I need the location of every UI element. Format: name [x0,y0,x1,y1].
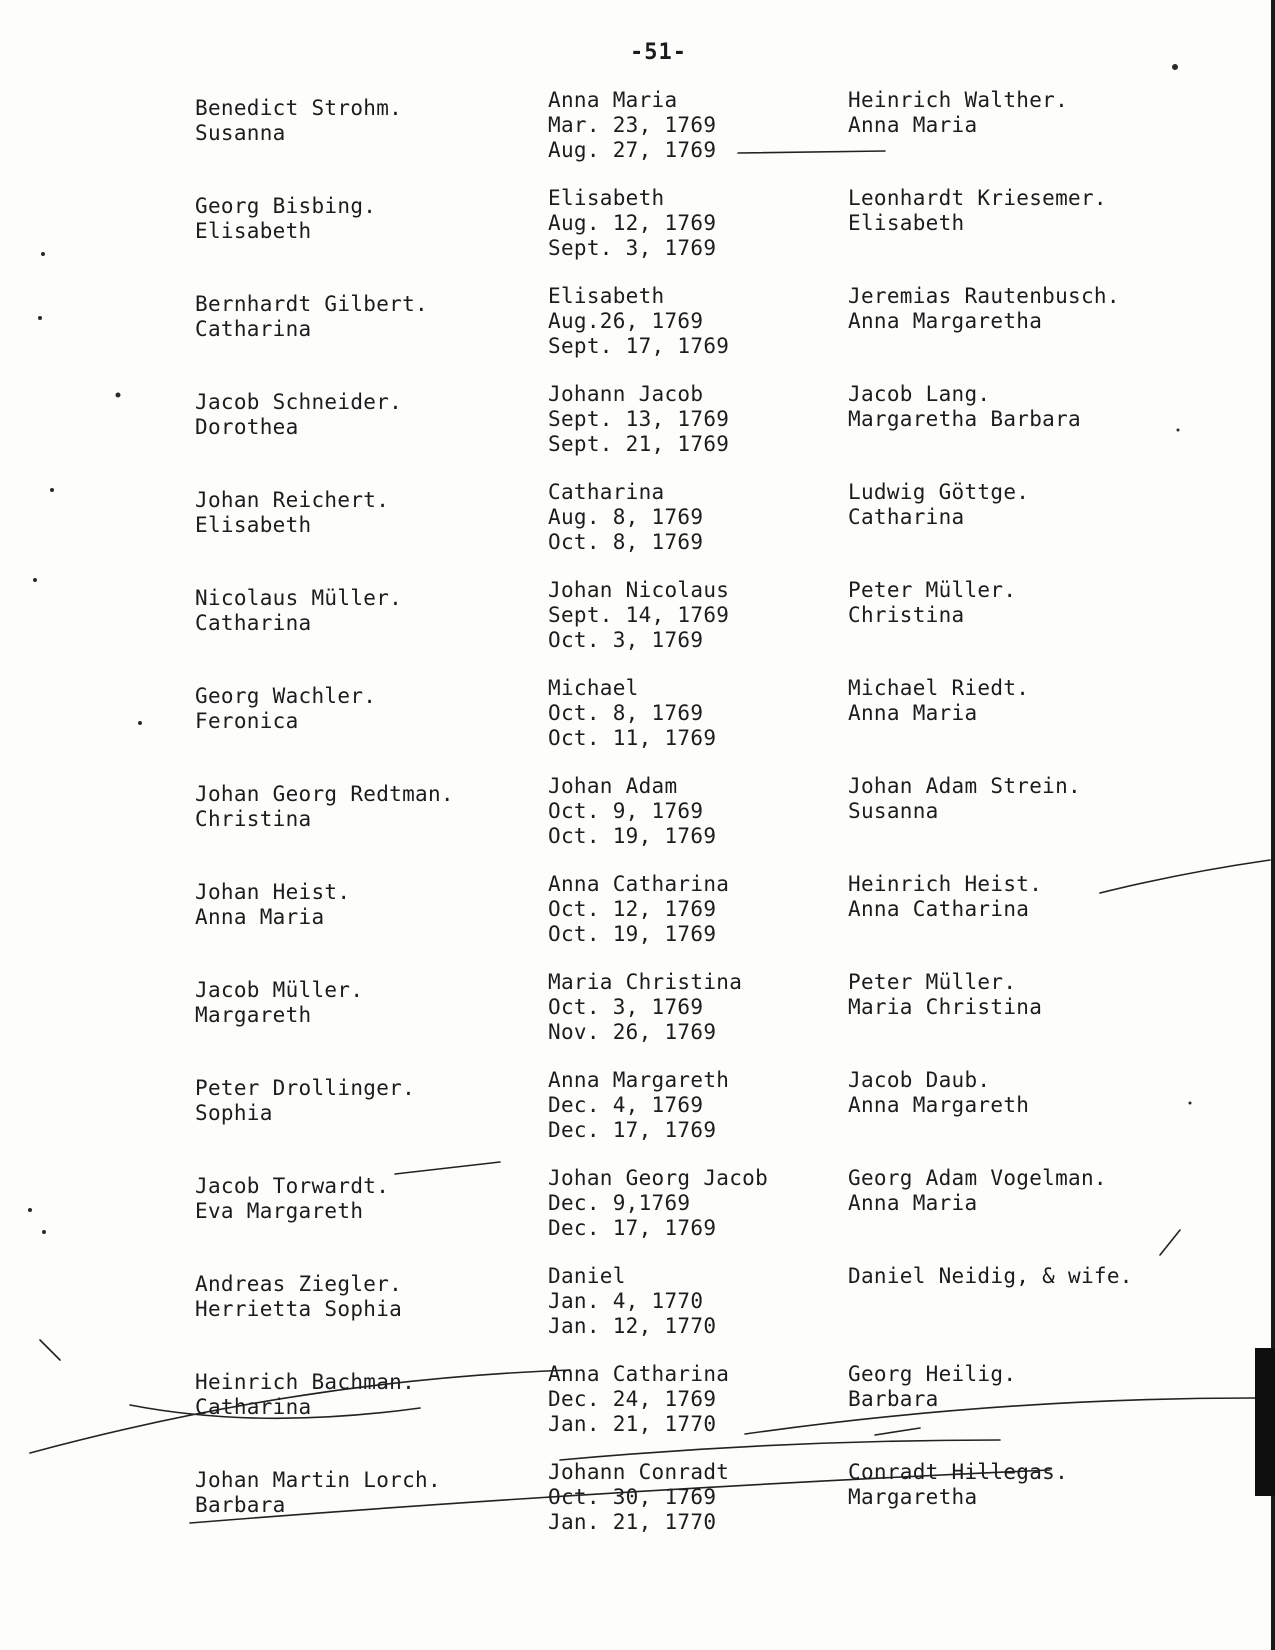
birth-date: Oct. 8, 1769 [548,701,704,725]
sponsors-column [848,382,1081,432]
mother-name: Margareth [195,1003,312,1027]
mother-name: Anna Maria [195,905,325,929]
father-name: Johan Georg Redtman. [195,782,454,806]
birth-date: Aug. 8, 1769 [548,505,704,529]
child-column [548,872,729,947]
parents-column [195,292,428,342]
sponsor-name: Christina [848,603,965,627]
child-column [548,186,716,261]
sponsor-name: Anna Catharina [848,897,1030,921]
baptism-entry [0,1068,1275,1164]
sponsor-name: Leonhardt Kriesemer. [848,186,1107,210]
father-name: Johan Reichert. [195,488,390,512]
child-column [548,1264,716,1339]
baptism-entry [0,872,1275,968]
mother-name: Catharina [195,317,312,341]
baptism-date: Oct. 19, 1769 [548,824,717,848]
father-name: Benedict Strohm. [195,96,403,120]
child-name: Maria Christina [548,970,743,994]
child-column [548,1068,729,1143]
baptism-date: Aug. 27, 1769 [548,138,717,162]
baptism-date: Jan. 21, 1770 [548,1510,717,1534]
mother-name: Christina [195,807,312,831]
baptism-date: Oct. 11, 1769 [548,726,717,750]
birth-date: Sept. 13, 1769 [548,407,730,431]
sponsors-column [848,970,1042,1020]
birth-date: Mar. 23, 1769 [548,113,717,137]
birth-date: Jan. 4, 1770 [548,1289,704,1313]
child-name: Michael [548,676,639,700]
sponsor-name: Anna Maria [848,1191,978,1215]
parents-column [195,978,363,1028]
baptism-date: Dec. 17, 1769 [548,1118,717,1142]
parents-column [195,1468,441,1518]
father-name: Heinrich Bachman. [195,1370,416,1394]
mother-name: Elisabeth [195,219,312,243]
child-name: Johann Conradt [548,1460,730,1484]
father-name: Jacob Müller. [195,978,364,1002]
baptism-date: Oct. 19, 1769 [548,922,717,946]
child-column [548,382,729,457]
baptism-entry [0,1166,1275,1262]
child-column [548,578,729,653]
parents-column [195,1174,389,1224]
child-name: Elisabeth [548,186,665,210]
baptism-entry [0,1264,1275,1360]
scan-edge-block [1255,1348,1275,1496]
sponsor-name: Heinrich Heist. [848,872,1043,896]
birth-date: Aug. 12, 1769 [548,211,717,235]
birth-date: Oct. 3, 1769 [548,995,704,1019]
sponsor-name: Georg Heilig. [848,1362,1017,1386]
baptism-entry [0,88,1275,184]
sponsors-column [848,1264,1133,1289]
mother-name: Eva Margareth [195,1199,364,1223]
sponsors-column [848,1460,1068,1510]
parents-column [195,194,376,244]
mother-name: Herrietta Sophia [195,1297,403,1321]
parents-column [195,782,454,832]
sponsor-name: Margaretha [848,1485,978,1509]
parents-column [195,96,402,146]
father-name: Johan Heist. [195,880,351,904]
baptism-date: Dec. 17, 1769 [548,1216,717,1240]
parents-column [195,1272,402,1322]
sponsor-name: Heinrich Walther. [848,88,1069,112]
mother-name: Dorothea [195,415,299,439]
parents-column [195,586,402,636]
child-column [548,774,716,849]
baptism-entry [0,480,1275,576]
father-name: Jacob Schneider. [195,390,403,414]
sponsor-name: Peter Müller. [848,578,1017,602]
baptism-date: Oct. 8, 1769 [548,530,704,554]
father-name: Johan Martin Lorch. [195,1468,441,1492]
birth-date: Oct. 12, 1769 [548,897,717,921]
sponsor-name: Michael Riedt. [848,676,1030,700]
child-column [548,676,716,751]
baptism-entry [0,676,1275,772]
child-name: Johan Georg Jacob [548,1166,769,1190]
parents-column [195,880,350,930]
child-name: Johann Jacob [548,382,704,406]
baptism-date: Sept. 21, 1769 [548,432,730,456]
sponsors-column [848,480,1029,530]
baptism-entry [0,1460,1275,1556]
mother-name: Feronica [195,709,299,733]
parents-column [195,1370,415,1420]
baptism-entry [0,774,1275,870]
child-name: Elisabeth [548,284,665,308]
mother-name: Catharina [195,1395,312,1419]
father-name: Georg Bisbing. [195,194,377,218]
mother-name: Catharina [195,611,312,635]
sponsors-column [848,88,1068,138]
child-column [548,88,716,163]
child-column [548,480,703,555]
sponsor-name: Conradt Hillegas. [848,1460,1069,1484]
mother-name: Barbara [195,1493,286,1517]
father-name: Nicolaus Müller. [195,586,403,610]
child-name: Anna Catharina [548,1362,730,1386]
child-name: Daniel [548,1264,626,1288]
sponsor-name: Catharina [848,505,965,529]
parents-column [195,390,402,440]
baptism-date: Nov. 26, 1769 [548,1020,717,1044]
baptism-entry [0,382,1275,478]
baptism-date: Sept. 17, 1769 [548,334,730,358]
birth-date: Oct. 30, 1769 [548,1485,717,1509]
sponsor-name: Anna Maria [848,701,978,725]
baptism-date: Jan. 12, 1770 [548,1314,717,1338]
father-name: Bernhardt Gilbert. [195,292,428,316]
child-column [548,1362,729,1437]
sponsor-name: Barbara [848,1387,939,1411]
sponsor-name: Jacob Lang. [848,382,991,406]
parents-column [195,488,389,538]
sponsor-name: Margaretha Barbara [848,407,1081,431]
birth-date: Oct. 9, 1769 [548,799,704,823]
father-name: Jacob Torwardt. [195,1174,390,1198]
sponsors-column [848,774,1081,824]
child-column [548,970,742,1045]
sponsor-name: Anna Margaretha [848,309,1043,333]
sponsor-name: Peter Müller. [848,970,1017,994]
sponsor-name: Daniel Neidig, & wife. [848,1264,1133,1288]
parents-column [195,1076,415,1126]
child-name: Anna Maria [548,88,678,112]
sponsor-name: Anna Margareth [848,1093,1030,1117]
birth-date: Dec. 24, 1769 [548,1387,717,1411]
baptism-date: Oct. 3, 1769 [548,628,704,652]
birth-date: Aug.26, 1769 [548,309,704,333]
child-column [548,1166,768,1241]
father-name: Georg Wachler. [195,684,377,708]
parents-column [195,684,376,734]
sponsors-column [848,1068,1029,1118]
sponsor-name: Georg Adam Vogelman. [848,1166,1107,1190]
sponsor-name: Ludwig Göttge. [848,480,1030,504]
mother-name: Susanna [195,121,286,145]
sponsors-column [848,1166,1107,1216]
baptism-entry [0,578,1275,674]
page-number: -51- [630,40,687,65]
sponsors-column [848,186,1107,236]
birth-date: Sept. 14, 1769 [548,603,730,627]
child-name: Catharina [548,480,665,504]
baptism-entry [0,186,1275,282]
sponsors-column [848,872,1042,922]
sponsor-name: Maria Christina [848,995,1043,1019]
father-name: Andreas Ziegler. [195,1272,403,1296]
sponsor-name: Anna Maria [848,113,978,137]
baptism-entry [0,284,1275,380]
sponsor-name: Jacob Daub. [848,1068,991,1092]
child-name: Anna Margareth [548,1068,730,1092]
birth-date: Dec. 9,1769 [548,1191,691,1215]
child-column [548,284,729,359]
mother-name: Elisabeth [195,513,312,537]
sponsors-column [848,676,1029,726]
baptism-date: Sept. 3, 1769 [548,236,717,260]
sponsors-column [848,1362,1016,1412]
sponsors-column [848,284,1120,334]
mother-name: Sophia [195,1101,273,1125]
birth-date: Dec. 4, 1769 [548,1093,704,1117]
sponsor-name: Susanna [848,799,939,823]
child-column [548,1460,729,1535]
sponsor-name: Johan Adam Strein. [848,774,1081,798]
baptism-entry [0,1362,1275,1458]
baptism-entry [0,970,1275,1066]
child-name: Anna Catharina [548,872,730,896]
child-name: Johan Nicolaus [548,578,730,602]
father-name: Peter Drollinger. [195,1076,416,1100]
sponsor-name: Elisabeth [848,211,965,235]
sponsors-column [848,578,1016,628]
sponsor-name: Jeremias Rautenbusch. [848,284,1120,308]
child-name: Johan Adam [548,774,678,798]
baptism-date: Jan. 21, 1770 [548,1412,717,1436]
